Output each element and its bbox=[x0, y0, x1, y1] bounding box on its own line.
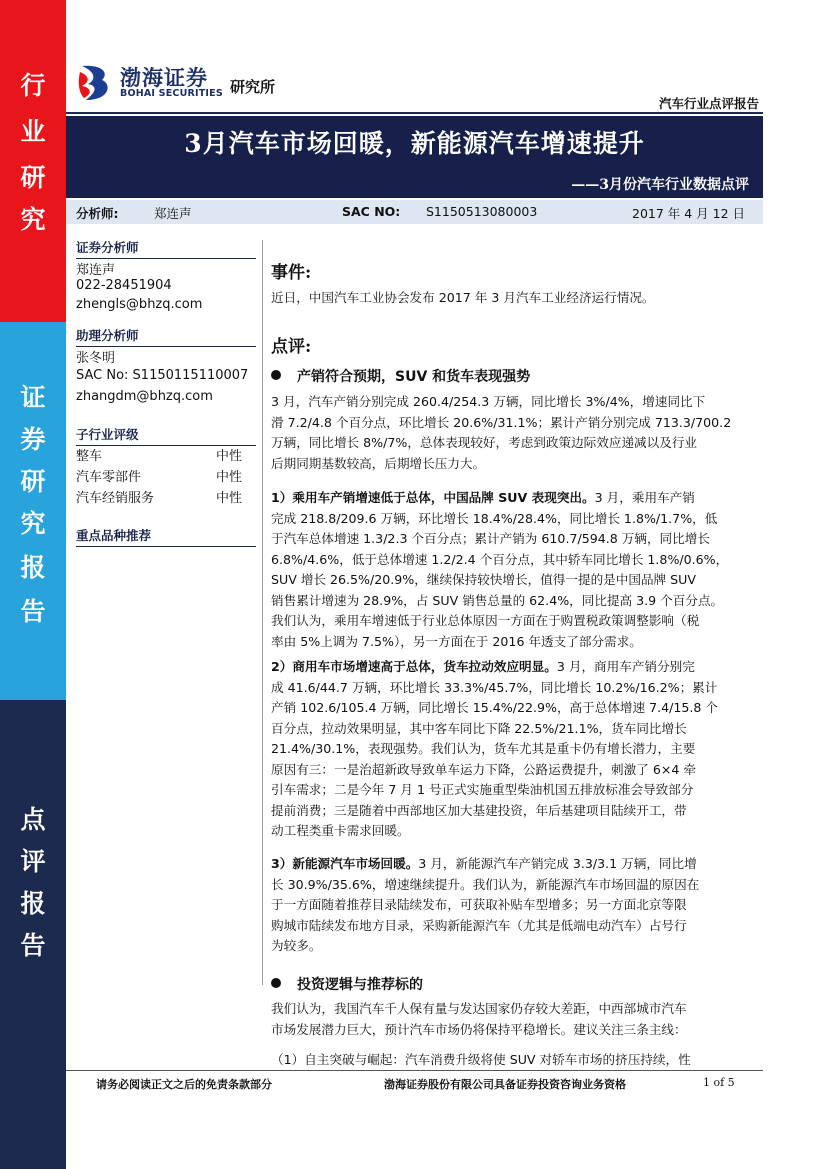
footer-divider bbox=[66, 1070, 763, 1071]
rating-sector: 汽车经销服务 bbox=[76, 491, 155, 506]
rating-heading: 子行业评级 bbox=[76, 425, 256, 446]
analyst-phone: 022-28451904 bbox=[76, 278, 172, 293]
text-line: SUV 增长 26.5%/20.9%，继续保持较快增长，值得一提的是中国品牌 SUV bbox=[271, 572, 696, 587]
rating-sector: 汽车零部件 bbox=[76, 470, 142, 485]
text-line: 完成 218.8/209.6 万辆，环比增长 18.4%/28.4%，同比增长 1.8%/1.7%，低 bbox=[271, 510, 718, 526]
bohai-logo-icon bbox=[78, 62, 116, 108]
rating-sector: 整车 bbox=[76, 449, 103, 464]
header-divider bbox=[66, 112, 763, 114]
analyst-heading: 证券分析师 bbox=[76, 238, 256, 259]
text-line: 我们认为，乘用车增速低于行业总体原因一方面在于购置税政策调整影响（税 bbox=[271, 613, 700, 628]
bold-lead: 2）商用车市场增速高于总体，货车拉动效应明显。 bbox=[271, 659, 557, 674]
band-char: 报 bbox=[20, 889, 46, 918]
text-line: 引车需求；二是今年 7 月 1 号正式实施重型柴油机国五排放标准会导致部分 bbox=[271, 782, 694, 797]
text-line: 为较多。 bbox=[271, 938, 322, 953]
sidebar-band-securities bbox=[0, 322, 66, 700]
comment-heading: 点评: bbox=[271, 337, 312, 357]
text-line: 产销 102.6/105.4 万辆，同比增长 15.4%/22.9%，高于总体增速 7.4/15.8 个 bbox=[271, 700, 719, 715]
band-char: 告 bbox=[20, 931, 46, 960]
page-subtitle: ——3月份汽车行业数据点评 bbox=[571, 177, 749, 193]
bold-lead: 3）新能源汽车市场回暖。 bbox=[271, 856, 419, 871]
footer-qualification: 渤海证券股份有限公司具备证券投资咨询业务资格 bbox=[384, 1078, 626, 1091]
bullet-icon bbox=[271, 370, 281, 380]
column-divider bbox=[262, 240, 263, 985]
text-line: 动工程类重卡需求回暖。 bbox=[271, 823, 410, 838]
bullet-heading bbox=[271, 366, 530, 386]
rating-value: 中性 bbox=[216, 491, 243, 506]
text-line: 于一方面随着推荐目录陆续发布，可获取补贴车型增多；另一方面北京等限 bbox=[271, 897, 687, 912]
band-char: 点 bbox=[20, 805, 46, 834]
analyst-email: zhengls@bhzq.com bbox=[76, 297, 203, 312]
analyst-info-row bbox=[66, 200, 763, 224]
band-char: 报 bbox=[20, 553, 46, 582]
institute-label: 研究所 bbox=[230, 78, 276, 96]
paragraph-overview bbox=[271, 392, 757, 474]
band-char: 研 bbox=[20, 467, 46, 496]
text-line: 21.4%/30.1%，表现强势。我们认为，货车尤其是重卡仍有增长潜力，主要 bbox=[271, 741, 696, 756]
band-char: 评 bbox=[20, 847, 46, 876]
event-text: 近日，中国汽车工业协会发布 2017 年 3 月汽车工业经济运行情况。 bbox=[271, 290, 655, 305]
text-line: 6.8%/4.6%，低于总体增速 1.2/2.4 个百分点，其中轿车同比增长 1.8%/0.6%， bbox=[271, 551, 729, 567]
paragraph-mainline bbox=[271, 1050, 757, 1071]
text-run: 3 月，新能源汽车产销完成 3.3/3.1 万辆，同比增 bbox=[418, 856, 697, 871]
text-line: 市场发展潜力巨大，预计汽车市场仍将保持平稳增长。建议关注三条主线： bbox=[271, 1021, 687, 1037]
rating-value: 中性 bbox=[216, 449, 243, 464]
text-line: 后期同期基数较高，后期增长压力大。 bbox=[271, 455, 486, 471]
text-run: 3 月，商用车产销分别完 bbox=[556, 659, 695, 674]
sidebar-band-comment bbox=[0, 700, 66, 1169]
footer-disclaimer: 请务必阅读正文之后的免责条款部分 bbox=[96, 1078, 272, 1091]
text-line bbox=[271, 854, 757, 875]
assistant-heading: 助理分析师 bbox=[76, 326, 256, 347]
picks-heading: 重点品种推荐 bbox=[76, 526, 256, 547]
band-char: 业 bbox=[20, 117, 46, 146]
bullet-heading bbox=[271, 974, 423, 994]
page-number: 1 of 5 bbox=[703, 1076, 735, 1089]
analyst-name: 郑连声 bbox=[154, 206, 192, 221]
text-line: 原因有三：一是治超新政导致单车运力下降，公路运费提升，刺激了 6×4 牵 bbox=[271, 761, 696, 777]
text-line bbox=[271, 657, 757, 678]
band-char: 券 bbox=[20, 425, 46, 454]
text-line: 我们认为，我国汽车千人保有量与发达国家仍存较大差距，中西部城市汽车 bbox=[271, 1001, 687, 1016]
assistant-name: 张冬明 bbox=[76, 351, 116, 366]
text-line: 于汽车总体增速 1.3/2.3 个百分点；累计产销为 610.7/594.8 万辆，同比增长 bbox=[271, 531, 710, 546]
band-char: 研 bbox=[20, 163, 46, 192]
text-line: 长 30.9%/35.6%，增速继续提升。我们认为，新能源汽车市场回温的原因在 bbox=[271, 876, 700, 892]
analyst-label: 分析师: bbox=[76, 206, 119, 221]
text-line: 滑 7.2/4.8 个百分点，环比增长 20.6%/31.1%；累计产销分别完成 713.3/700.2 bbox=[271, 414, 732, 430]
bullet-text: 产销符合预期，SUV 和货车表现强势 bbox=[297, 369, 531, 385]
text-line: 购城市陆续发布地方目录，采购新能源汽车（尤其是低端电动汽车）占号行 bbox=[271, 917, 687, 933]
paragraph-passenger bbox=[271, 488, 757, 652]
logo-cn: 渤海证券 bbox=[120, 65, 208, 90]
bullet-icon bbox=[271, 978, 281, 988]
sidebar-band-industry bbox=[0, 0, 66, 322]
text-line: 万辆，同比增长 8%/7%，总体表现较好，考虑到政策边际效应递减以及行业 bbox=[271, 435, 698, 450]
text-line bbox=[271, 488, 757, 509]
band-char: 究 bbox=[20, 205, 46, 234]
assistant-email: zhangdm@bhzq.com bbox=[76, 389, 213, 404]
report-type: 汽车行业点评报告 bbox=[658, 96, 759, 111]
text-run: 3 月，乘用车产销 bbox=[594, 490, 695, 505]
assistant-sac: SAC No: S1150115110007 bbox=[76, 368, 249, 383]
rating-value: 中性 bbox=[216, 470, 243, 485]
report-date: 2017 年 4 月 12 日 bbox=[632, 206, 746, 221]
band-char: 行 bbox=[20, 71, 46, 100]
title-banner bbox=[66, 116, 763, 198]
bullet-text: 投资逻辑与推荐标的 bbox=[297, 977, 423, 993]
logo-en: BOHAI SECURITIES bbox=[120, 88, 223, 99]
band-char: 证 bbox=[20, 383, 46, 412]
bold-lead: 1）乘用车产销增速低于总体，中国品牌 SUV 表现突出。 bbox=[271, 490, 595, 505]
text-line: 率由 5%上调为 7.5%），另一方面在于 2016 年透支了部分需求。 bbox=[271, 633, 642, 649]
sac-label: SAC NO: bbox=[342, 204, 401, 219]
text-line: （1）自主突破与崛起：汽车消费升级将使 SUV 对轿车市场的挤压持续，性 bbox=[271, 1052, 691, 1067]
paragraph-new-energy bbox=[271, 854, 757, 957]
analyst-name-side: 郑连声 bbox=[76, 263, 116, 278]
band-char: 究 bbox=[20, 509, 46, 538]
sac-number: S1150513080003 bbox=[426, 204, 538, 219]
paragraph-investment bbox=[271, 999, 757, 1040]
band-char: 告 bbox=[20, 597, 46, 626]
event-heading: 事件: bbox=[271, 263, 312, 283]
paragraph-commercial bbox=[271, 657, 757, 842]
text-line: 3 月，汽车产销分别完成 260.4/254.3 万辆，同比增长 3%/4%，增速同比下 bbox=[271, 394, 706, 409]
text-line: 百分点，拉动效果明显，其中客车同比下降 22.5%/21.1%，货车同比增长 bbox=[271, 720, 687, 736]
page-title: 3月汽车市场回暖，新能源汽车增速提升 bbox=[184, 129, 645, 158]
text-line: 销售累计增速为 28.9%，占 SUV 销售总量的 62.4%，同比提高 3.9 个百分点。 bbox=[271, 592, 724, 608]
text-line: 成 41.6/44.7 万辆，环比增长 33.3%/45.7%，同比增长 10.2%/16.2%；累计 bbox=[271, 679, 718, 695]
text-line: 提前消费；三是随着中西部地区加大基建投资，年后基建项目陆续开工，带 bbox=[271, 802, 687, 818]
